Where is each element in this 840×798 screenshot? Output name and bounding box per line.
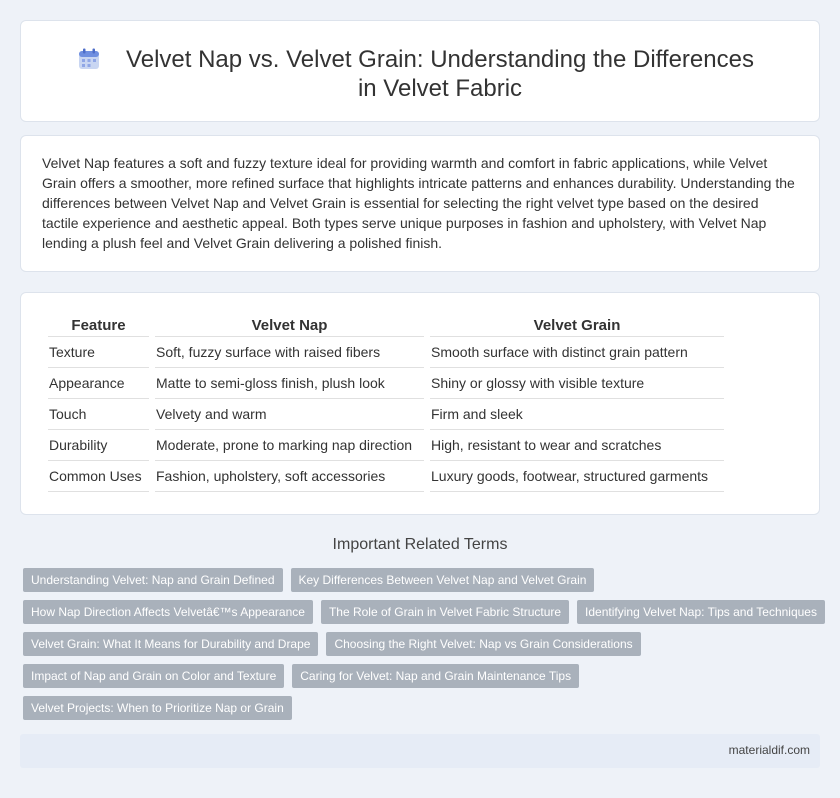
column-header-velvet-grain: Velvet Grain: [430, 317, 724, 337]
intro-card: [20, 135, 820, 272]
table-cell: Smooth surface with distinct grain pattern: [430, 337, 724, 368]
footer: [20, 734, 820, 768]
related-term-tag[interactable]: Velvet Grain: What It Means for Durability and Drape: [23, 632, 318, 656]
comparison-table: [42, 317, 730, 492]
table-cell: Texture: [48, 337, 149, 368]
related-term-tag[interactable]: The Role of Grain in Velvet Fabric Structure: [321, 600, 569, 624]
related-term-tag[interactable]: Understanding Velvet: Nap and Grain Defined: [23, 568, 283, 592]
related-terms-heading: Important Related Terms: [332, 536, 508, 553]
table-cell: High, resistant to wear and scratches: [430, 430, 724, 461]
tag-row: [23, 664, 823, 688]
table-header-row: [48, 317, 724, 337]
table-cell: Touch: [48, 399, 149, 430]
table-cell: Soft, fuzzy surface with raised fibers: [155, 337, 424, 368]
related-term-tag[interactable]: Choosing the Right Velvet: Nap vs Grain Considerations: [326, 632, 640, 656]
table-row: [48, 399, 724, 430]
related-term-tag[interactable]: Impact of Nap and Grain on Color and Texture: [23, 664, 284, 688]
tag-row: [23, 568, 823, 592]
header-card: [20, 20, 820, 122]
table-cell: Fashion, upholstery, soft accessories: [155, 461, 424, 492]
column-header-feature: Feature: [48, 317, 149, 337]
column-header-velvet-nap: Velvet Nap: [155, 317, 424, 337]
related-term-tag[interactable]: Velvet Projects: When to Prioritize Nap or Grain: [23, 696, 292, 720]
related-term-tag[interactable]: Key Differences Between Velvet Nap and Velvet Grain: [291, 568, 595, 592]
table-cell: Shiny or glossy with visible texture: [430, 368, 724, 399]
table-row: [48, 337, 724, 368]
page-title: Velvet Nap vs. Velvet Grain: Understanding the Differences in Velvet Fabric: [126, 46, 754, 102]
footer-site-link[interactable]: materialdif.com: [728, 743, 810, 757]
related-term-tag[interactable]: Caring for Velvet: Nap and Grain Maintenance Tips: [292, 664, 579, 688]
intro-paragraph: Velvet Nap features a soft and fuzzy texture ideal for providing warmth and comfort in fabric applications, while Velvet Grain offers a smoother, more refined surface that highlights intricate patterns and enhances durability. Understanding the differences between Velvet Nap and Velvet Grain is essential for selecting the right velvet type based on the desired tactile experience and aesthetic appeal. Both types serve unique purposes in fashion and upholstery, with Velvet Nap lending a plush feel and Velvet Grain delivering a polished finish.: [42, 155, 795, 251]
related-terms-list: [23, 568, 823, 728]
table-row: [48, 368, 724, 399]
table-cell: Durability: [48, 430, 149, 461]
table-cell: Common Uses: [48, 461, 149, 492]
tag-row: [23, 600, 823, 624]
table-cell: Firm and sleek: [430, 399, 724, 430]
related-term-tag[interactable]: Identifying Velvet Nap: Tips and Techniques: [577, 600, 825, 624]
table-row: [48, 430, 724, 461]
table-cell: Matte to semi-gloss finish, plush look: [155, 368, 424, 399]
table-row: [48, 461, 724, 492]
tag-row: [23, 632, 823, 656]
table-cell: Appearance: [48, 368, 149, 399]
related-term-tag[interactable]: How Nap Direction Affects Velvetâ€™s Appearance: [23, 600, 313, 624]
table-cell: Velvety and warm: [155, 399, 424, 430]
comparison-card: [20, 292, 820, 515]
tag-row: [23, 696, 823, 720]
table-cell: Moderate, prone to marking nap direction: [155, 430, 424, 461]
table-cell: Luxury goods, footwear, structured garments: [430, 461, 724, 492]
